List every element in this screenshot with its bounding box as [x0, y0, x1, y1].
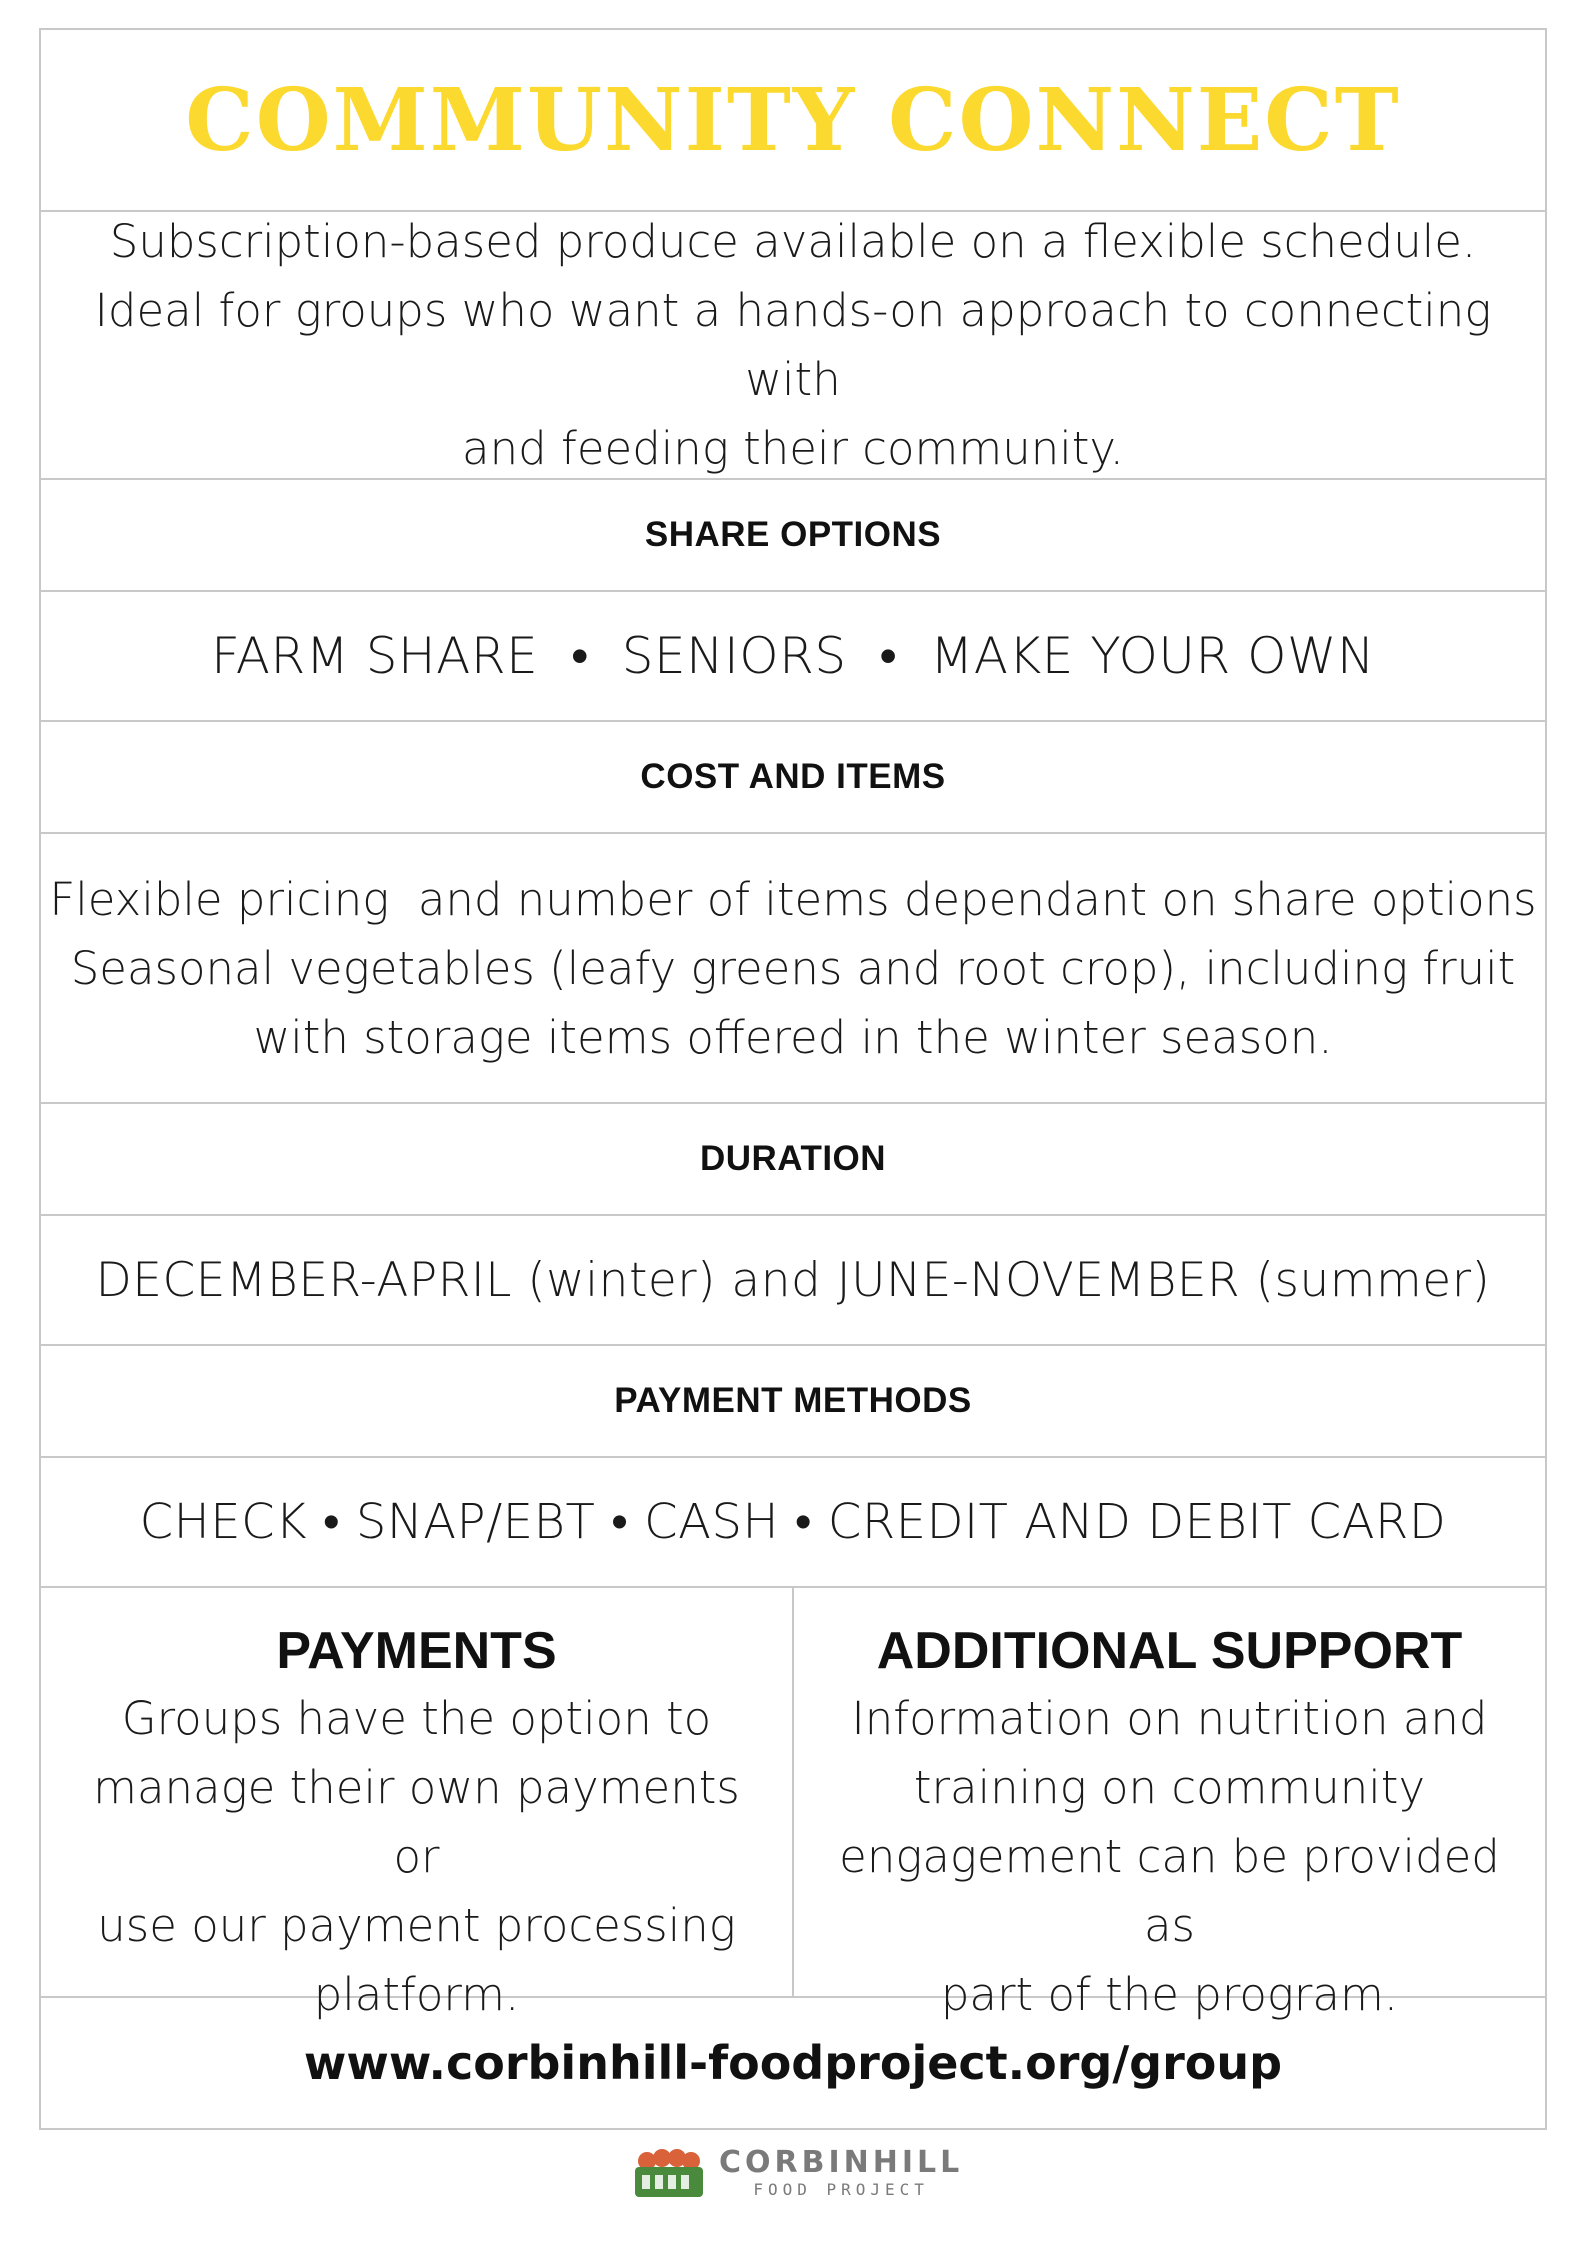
- section-heading: COST AND ITEMS: [640, 757, 946, 796]
- payments-line: Groups have the option to: [121, 1692, 712, 1745]
- share-options-value: FARM SHARE • SENIORS • MAKE YOUR OWN: [211, 627, 1375, 685]
- description: [41, 207, 1545, 483]
- additional-support-text: [794, 1684, 1545, 2029]
- description-line: and feeding their community.: [462, 422, 1124, 475]
- cost-line: Seasonal vegetables (leafy greens and root crop), including fruit: [70, 941, 1516, 995]
- section-heading: DURATION: [699, 1139, 887, 1178]
- description-line: Subscription-based produce available on a flexible schedule.: [109, 215, 1477, 268]
- section-heading: SHARE OPTIONS: [644, 515, 942, 554]
- payments-line: platform.: [313, 1968, 520, 2021]
- description-line: Ideal for groups who want a hands-on approach to connecting with: [94, 284, 1492, 406]
- corbinhill-logo: [633, 2146, 963, 2200]
- cost-and-items-text: [49, 865, 1536, 1072]
- payments-text: [41, 1684, 792, 2029]
- logo-subtitle: FOOD PROJECT: [753, 2180, 929, 2199]
- payments-line: manage their own payments or: [93, 1761, 740, 1883]
- payments-column: [41, 1588, 792, 2021]
- description-section: [41, 212, 1545, 480]
- info-card: [39, 28, 1547, 2130]
- cost-line: Flexible pricing and number of items dependant on share options: [49, 872, 1537, 926]
- logo-name: CORBINHILL: [719, 2145, 964, 2180]
- payments-line: use our payment processing: [97, 1899, 736, 1952]
- payments-support-section: [41, 1588, 1545, 2021]
- payment-methods-value: CHECK • SNAP/EBT • CASH • CREDIT AND DEBIT CARD: [139, 1494, 1447, 1550]
- duration-header: [41, 1104, 1545, 1216]
- section-heading: PAYMENT METHODS: [614, 1381, 972, 1420]
- support-line: training on community: [913, 1761, 1426, 1814]
- website-link[interactable]: www.corbinhill-foodproject.org/group: [303, 2036, 1283, 2090]
- duration-value: DECEMBER-APRIL (winter) and JUNE-NOVEMBER (summer): [95, 1252, 1491, 1308]
- additional-support-heading: ADDITIONAL SUPPORT: [876, 1622, 1463, 1680]
- title-section: [41, 30, 1545, 212]
- logo-wordmark: [719, 2146, 963, 2200]
- produce-crate-icon: [633, 2147, 705, 2199]
- cost-line: with storage items offered in the winter season.: [253, 1010, 1333, 1064]
- payment-methods-header: [41, 1346, 1545, 1458]
- cost-and-items-header: [41, 722, 1545, 834]
- share-options-header: [41, 480, 1545, 592]
- page-title: COMMUNITY CONNECT: [185, 69, 1401, 171]
- support-line: Information on nutrition and: [851, 1692, 1488, 1745]
- duration-value-row: [41, 1216, 1545, 1346]
- payments-heading: PAYMENTS: [276, 1622, 557, 1680]
- payment-methods-value-row: [41, 1458, 1545, 1588]
- cost-and-items-section: [41, 834, 1545, 1104]
- support-line: part of the program.: [940, 1968, 1399, 2021]
- support-line: engagement can be provided as: [839, 1830, 1500, 1952]
- share-options-value-row: [41, 592, 1545, 722]
- additional-support-column: [792, 1588, 1545, 2021]
